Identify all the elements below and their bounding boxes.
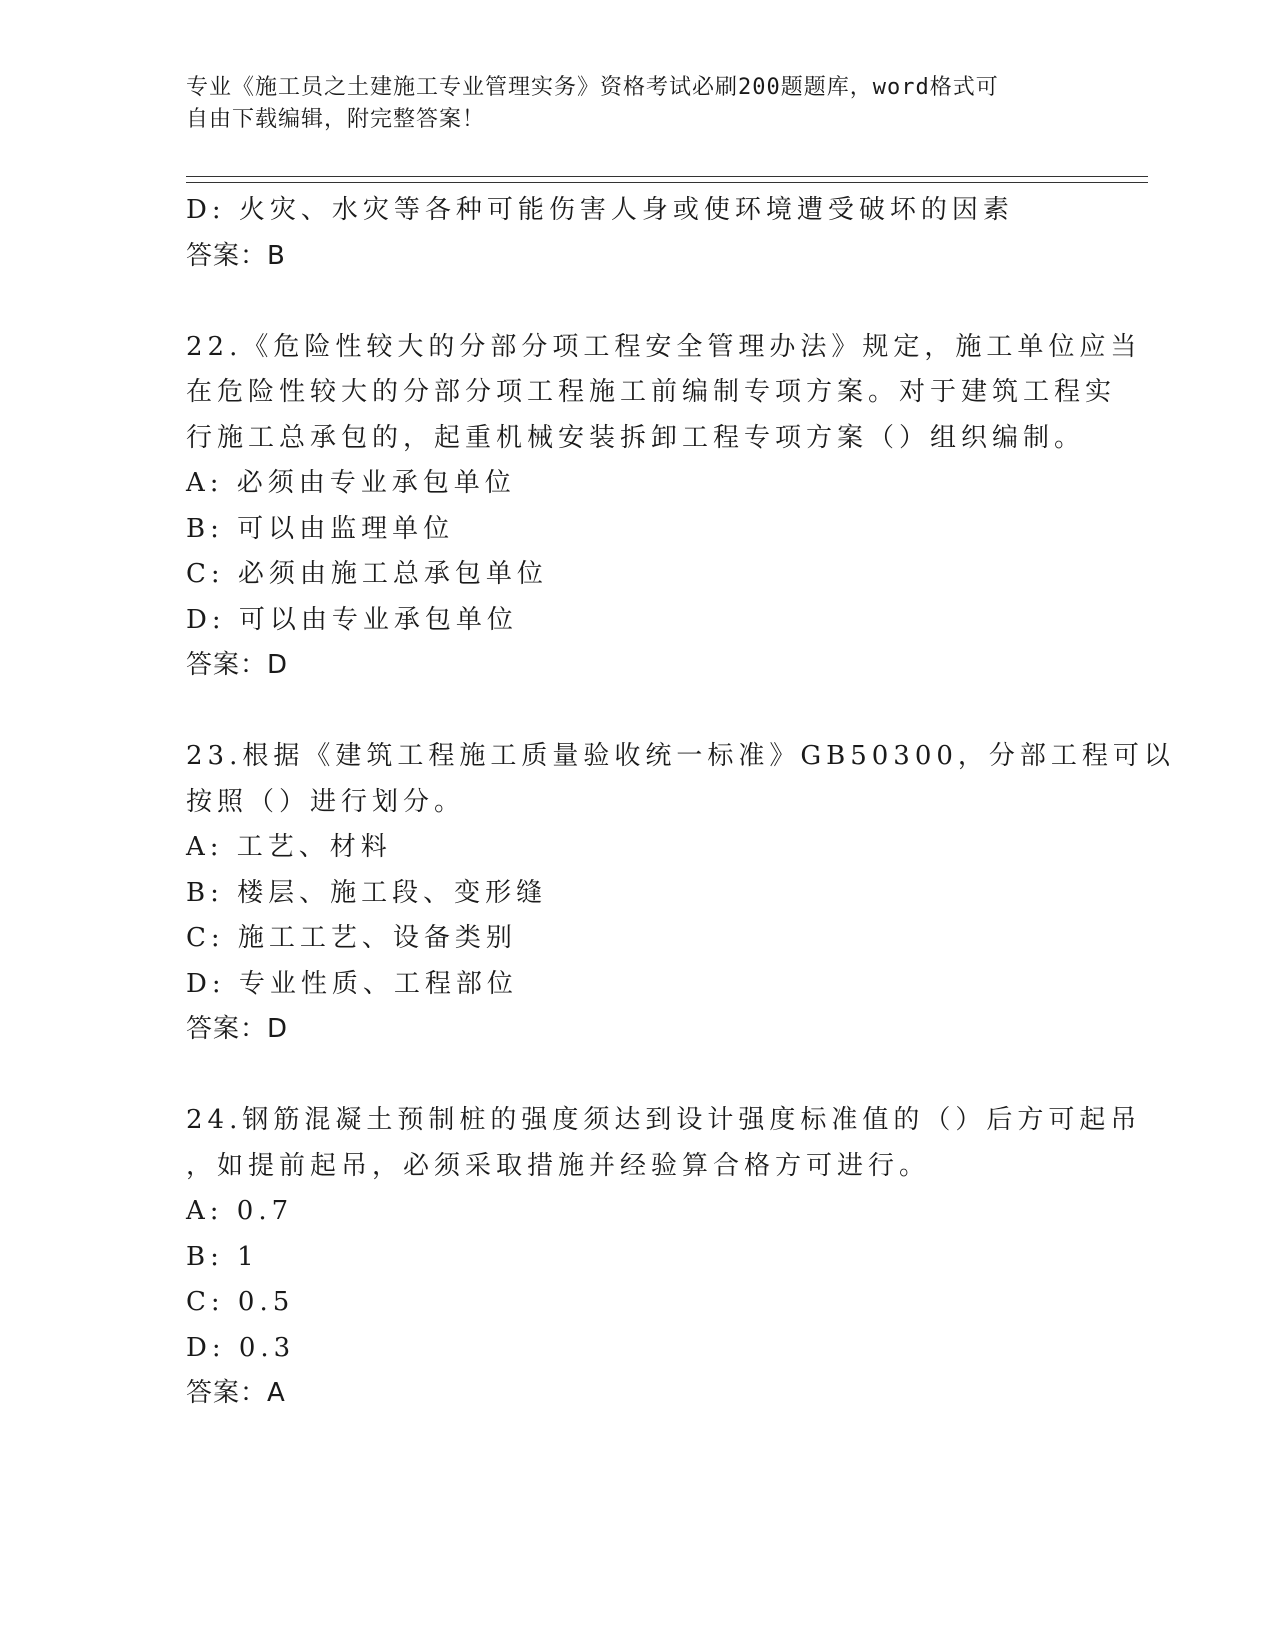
question-23-option-b: B: 楼层、施工段、变形缝 <box>186 877 548 908</box>
question-22-option-d: D: 可以由专业承包单位 <box>186 604 518 635</box>
question-24-option-c: C: 0.5 <box>186 1287 295 1317</box>
question-22-option-a: A: 必须由专业承包单位 <box>186 468 516 498</box>
question-22-text-line-1: 22.《危险性较大的分部分项工程安全管理办法》规定，施工单位应当 <box>186 331 1142 362</box>
question-24-option-b: B: 1 <box>186 1241 259 1272</box>
question-23-option-c: C: 施工工艺、设备类别 <box>186 923 517 953</box>
question-23-text-line-2: 按照（）进行划分。 <box>186 786 466 817</box>
question-23-option-d: D: 专业性质、工程部位 <box>186 968 518 999</box>
question-24-text-line-1: 24.钢筋混凝土预制桩的强度须达到设计强度标准值的（）后方可起吊 <box>186 1105 1142 1135</box>
spacer <box>186 689 1086 735</box>
question-24 <box>186 1098 1142 1417</box>
prev-answer: 答案：B <box>186 240 286 271</box>
question-list <box>186 188 1175 1417</box>
question-24-text-line-2: ，如提前起吊，必须采取措施并经验算合格方可进行。 <box>186 1150 931 1181</box>
question-24-option-a: A: 0.7 <box>186 1196 294 1226</box>
question-23-text-line-1: 23.根据《建筑工程施工质量验收统一标准》GB50300，分部工程可以 <box>186 741 1175 771</box>
page-header <box>186 72 1066 136</box>
question-22-option-c: C: 必须由施工总承包单位 <box>186 559 548 589</box>
question-22-option-b: B: 可以由监理单位 <box>186 513 455 544</box>
question-23-option-a: A: 工艺、材料 <box>186 832 392 862</box>
header-title-line-2: 自由下载编辑，附完整答案！ <box>186 107 486 132</box>
header-divider <box>186 176 1148 183</box>
question-22-text-line-2: 在危险性较大的分部分项工程施工前编制专项方案。对于建筑工程实 <box>186 377 1117 407</box>
question-24-answer: 答案：A <box>186 1378 286 1408</box>
question-23 <box>186 734 1175 1053</box>
header-title-line-1: 专业《施工员之土建施工专业管理实务》资格考试必刷200题题库，word格式可 <box>186 75 999 100</box>
prev-option-d: D: 火灾、水灾等各种可能伤害人身或使环境遭受破坏的因素 <box>186 195 1014 225</box>
question-24-option-d: D: 0.3 <box>186 1332 296 1363</box>
spacer <box>186 279 1086 325</box>
question-22-answer: 答案：D <box>186 650 289 680</box>
question-22 <box>186 325 1142 689</box>
question-23-answer: 答案：D <box>186 1014 289 1044</box>
question-22-text-line-3: 行施工总承包的，起重机械安装拆卸工程专项方案（）组织编制。 <box>186 422 1086 453</box>
spacer <box>186 1053 1086 1099</box>
